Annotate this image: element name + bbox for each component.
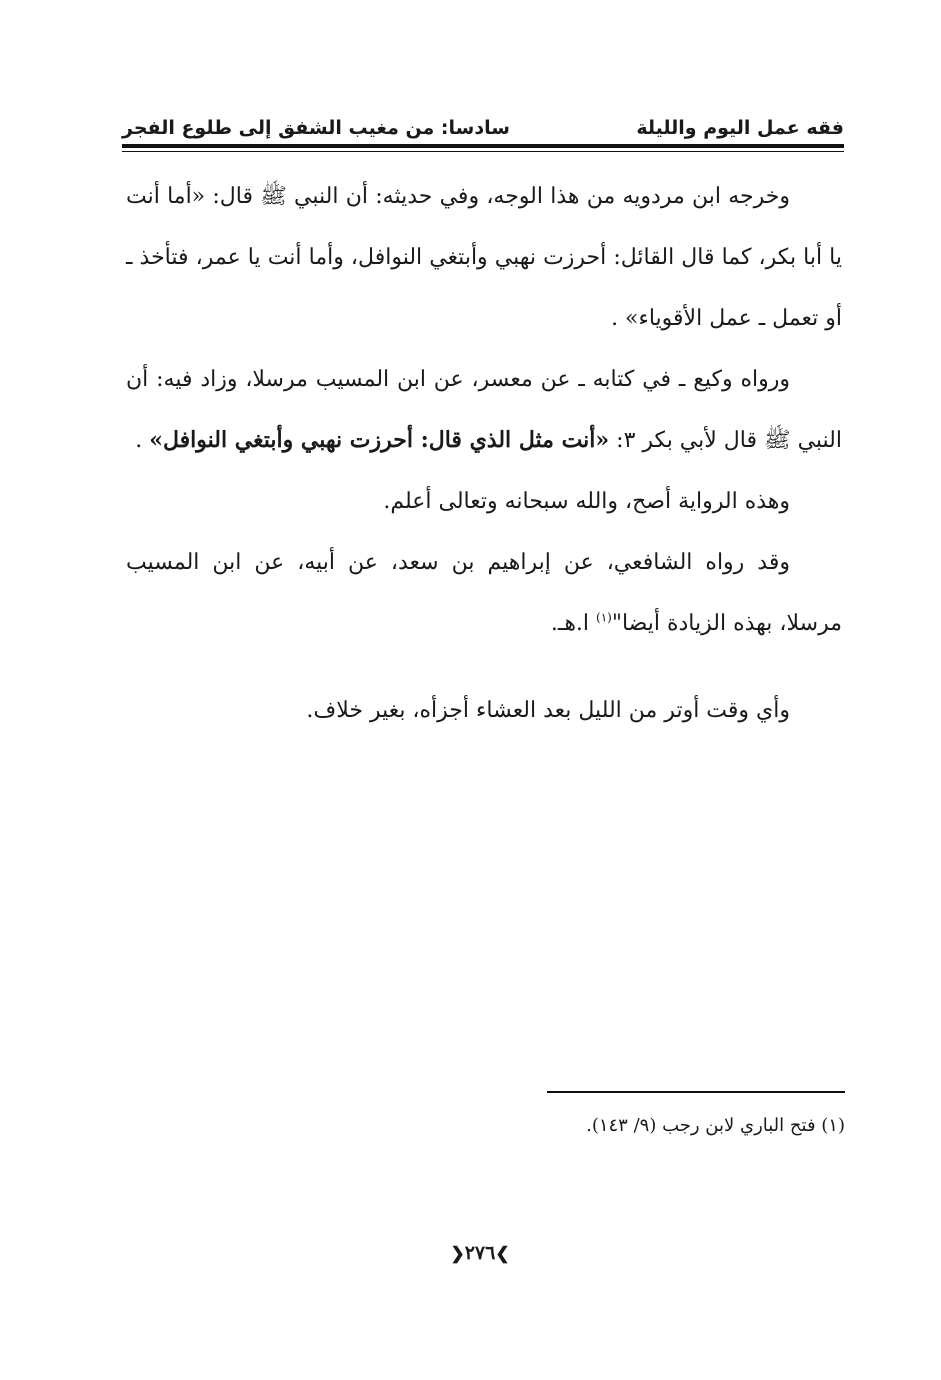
section-title: سادسا: من مغيب الشفق إلى طلوع الفجر	[122, 117, 510, 139]
footnote: (١) فتح الباري لابن رجب (٩/ ١٤٣).	[586, 1115, 845, 1136]
page-number	[420, 1238, 540, 1268]
header-rule-thick	[122, 144, 844, 148]
paragraph-4	[126, 532, 842, 654]
footnote-separator	[547, 1091, 845, 1093]
paragraph-3: وهذه الرواية أصح، والله سبحانه وتعالى أعلم.	[383, 489, 790, 514]
paragraph-1: وخرجه ابن مردويه من هذا الوجه، وفي حديثه: أن النبي ﷺ قال: «أما أنت يا أبا بكر، كما قال القائل: أحرزت نهبي وأبتغي النوافل، وأما أنت يا عمر، فتأخذ ـ أو تعمل ـ عمل الأقوياء» .	[126, 184, 842, 331]
page-number-value: ٢٧٦	[464, 1242, 496, 1264]
paragraph-2-start: ورواه وكيع ـ في كتابه ـ عن معسر، عن ابن المسيب مرسلا، وزاد فيه: أن النبي ﷺ قال لأبي بكر ٣:	[126, 367, 842, 453]
book-title: فقه عمل اليوم والليلة	[636, 117, 844, 139]
body-text	[126, 166, 842, 741]
paragraph-2	[126, 349, 842, 471]
footnote-reference: (١)	[596, 610, 612, 625]
paragraph-2-quote: «أنت مثل الذي قال: أحرزت نهبي وأبتغي النوافل»	[149, 427, 610, 453]
running-header	[122, 114, 844, 142]
page-ornament-right: ❮	[495, 1244, 510, 1264]
paragraph-4-end: ا.هـ.	[550, 611, 597, 636]
paragraph-2-end: .	[135, 428, 150, 453]
paragraph-5: وأي وقت أوتر من الليل بعد العشاء أجزأه، بغير خلاف.	[306, 698, 790, 723]
header-rule-thin	[122, 151, 844, 152]
paragraph-4-text: وقد رواه الشافعي، عن إبراهيم بن سعد، عن أبيه، عن ابن المسيب مرسلا، بهذه الزيادة أيضا"	[126, 550, 842, 636]
page-ornament-left: ❯	[450, 1244, 465, 1264]
